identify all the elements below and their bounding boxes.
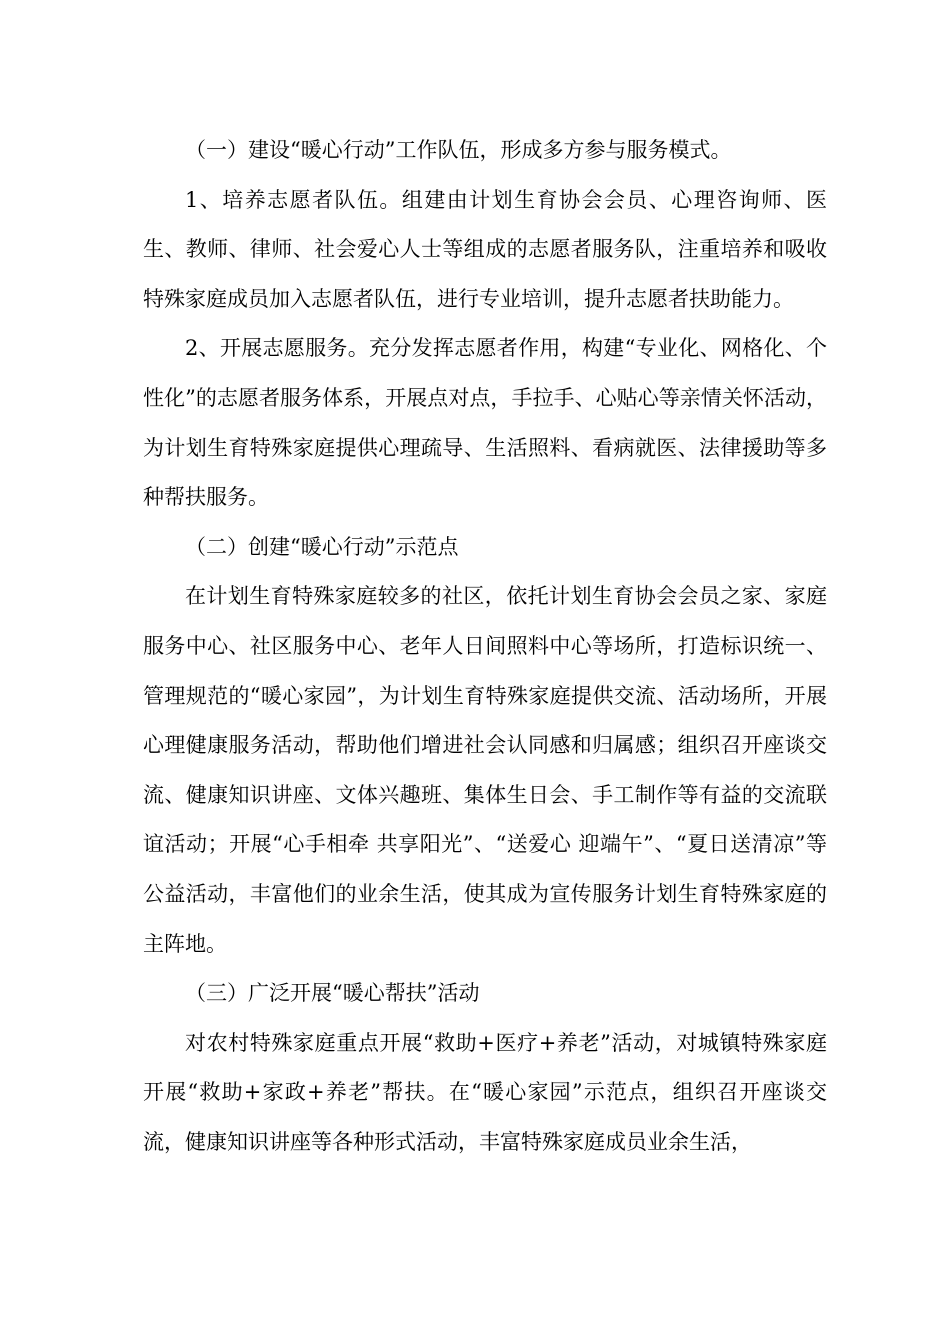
paragraph-volunteer-team: 1、培养志愿者队伍。组建由计划生育协会会员、心理咨询师、医生、教师、律师、社会爱心人士等组成的志愿者服务队，注重培养和吸收特殊家庭成员加入志愿者队伍，进行专业培训，提升志愿者扶助能力。	[143, 187, 827, 311]
paragraph-demo-sites: 在计划生育特殊家庭较多的社区，依托计划生育协会会员之家、家庭服务中心、社区服务中心、老年人日间照料中心等场所，打造标识统一、管理规范的“暖心家园”，为计划生育特殊家庭提供交流、活动场所，开展心理健康服务活动，帮助他们增进社会认同感和归属感；组织召开座谈交流、健康知识讲座、文体兴趣班、集体生日会、手工制作等有益的交流联谊活动；开展“心手相牵 共享阳光”、“送爱心 迎端午”、“夏日送清凉”等公益活动，丰富他们的业余生活，使其成为宣传服务计划生育特殊家庭的主阵地。	[143, 584, 827, 956]
section-heading-2: （二）创建“暖心行动”示范点	[185, 534, 459, 559]
section-heading-3: （三）广泛开展“暖心帮扶”活动	[185, 981, 480, 1006]
section-heading-1: （一）建设“暖心行动”工作队伍，形成多方参与服务模式。	[185, 138, 732, 162]
paragraph-assistance: 对农村特殊家庭重点开展“救助+医疗+养老”活动，对城镇特殊家庭开展“救助+家政+养老”帮扶。在“暖心家园”示范点，组织召开座谈交流，健康知识讲座等各种形式活动，丰富特殊家庭成员业余生活，	[143, 1030, 827, 1154]
paragraph-volunteer-service: 2、开展志愿服务。充分发挥志愿者作用，构建“专业化、网格化、个性化”的志愿者服务体系，开展点对点，手拉手、心贴心等亲情关怀活动，为计划生育特殊家庭提供心理疏导、生活照料、看病就医、法律援助等多种帮扶服务。	[143, 336, 827, 510]
document-page	[143, 126, 827, 1167]
